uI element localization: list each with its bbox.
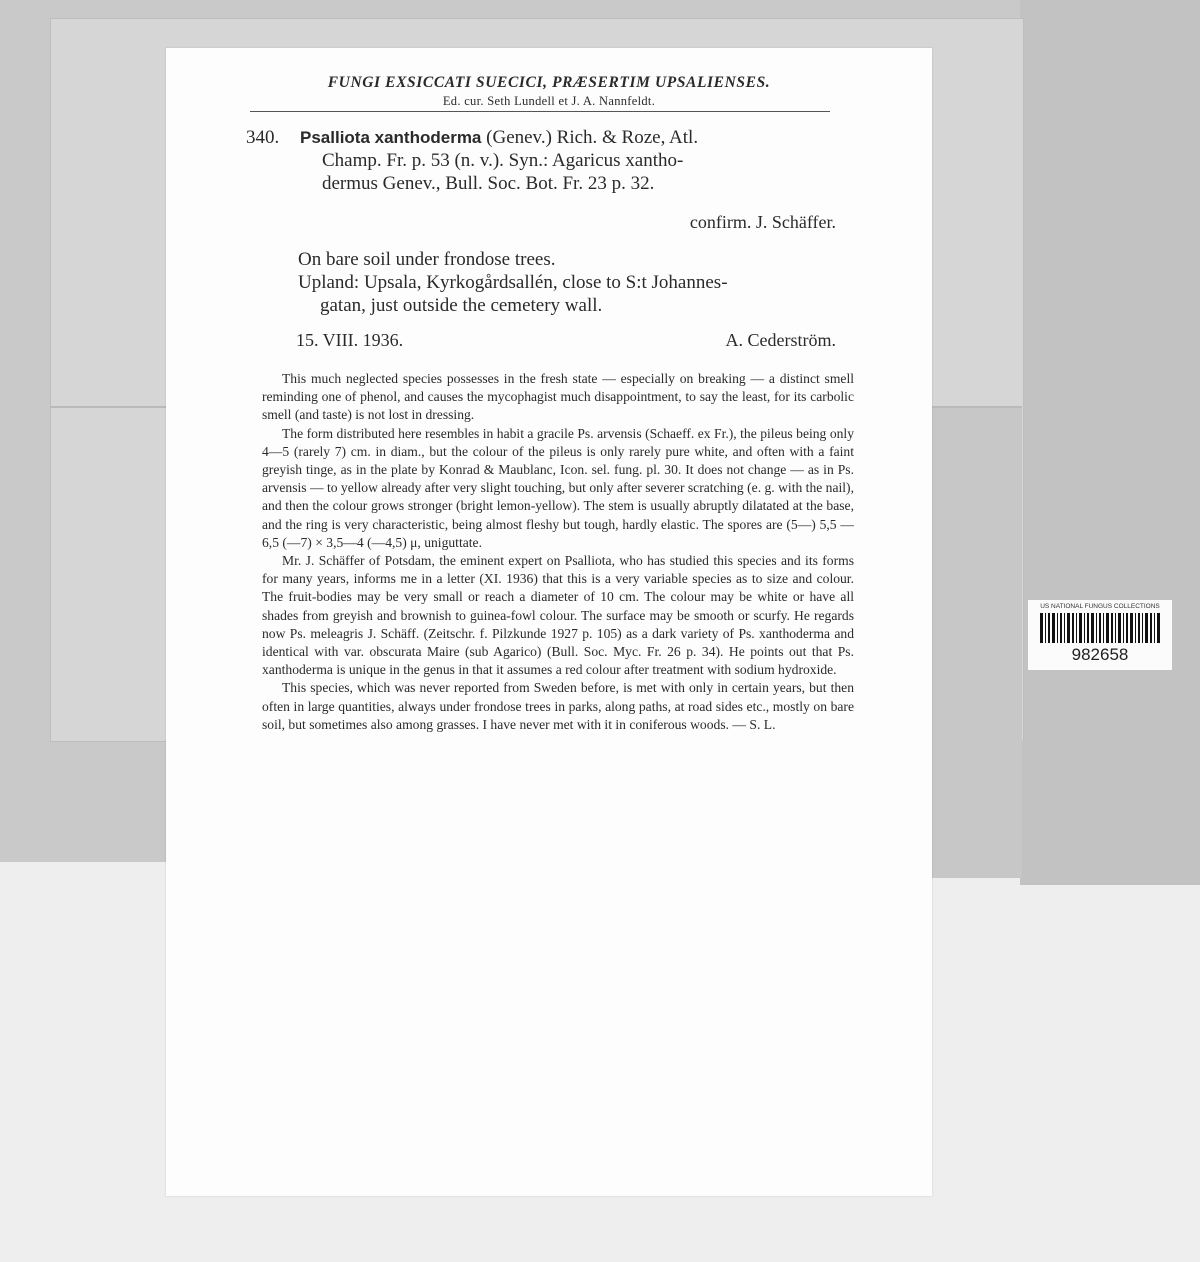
habitat-line-1: On bare soil under frondose trees. (298, 249, 556, 270)
habitat-line-3: gatan, just outside the cemetery wall. (320, 295, 603, 316)
citation-part-2: Champ. Fr. p. 53 (n. v.). Syn.: Agaricus xantho- (322, 150, 684, 171)
habitat-line-2: Upland: Upsala, Kyrkogårdsallén, close to S:t Johannes- (298, 272, 728, 293)
collection-date: 15. VIII. 1936. (296, 330, 404, 350)
date-collector-line (296, 330, 836, 351)
backdrop-right (1020, 0, 1200, 885)
note-paragraph: This much neglected species possesses in the fresh state — especially on breaking — a distinct smell reminding one of phenol, and causes the mycophagist much disappointment, to say the least, for its carbolic smell (and taste) is not lost in dressing. (262, 371, 854, 423)
note-paragraph: Mr. J. Schäffer of Potsdam, the eminent expert on Psalliota, who has studied this species and its forms for many years, informs me in a letter (XI. 1936) that this is a very variable species as to size and colour. The fruit-bodies may be very small or reach a diameter of 10 cm. The colour may be white or have all shades from greyish and brownish to guinea-fowl colour. The surface may be smooth or scurfy. He regards now Ps. meleagris J. Schäff. (Zeitschr. f. Pilzkunde 1927 p. 105) as a dark variety of Ps. xanthoderma and identical with var. obscurata Maire (sub Agarico) (Bull. Soc. Myc. Fr. 26 p. 34). He points out that Ps. xanthoderma is unique in the genus in that it assumes a red colour after treatment with sodium hydroxide. (262, 553, 854, 678)
citation-part-1: (Genev.) Rich. & Roze, Atl. (486, 127, 699, 148)
notes-block (262, 370, 854, 734)
species-name: Psalliota xanthoderma (300, 128, 482, 147)
confirmation: confirm. J. Schäffer. (689, 212, 836, 232)
taxon-line-1 (300, 126, 860, 149)
header-rule (250, 111, 830, 112)
note-paragraph: The form distributed here resembles in habit a gracile Ps. arvensis (Schaeff. ex Fr.), the pileus being only 4—5 (rarely 7) cm. in diam., but the colour of the pileus is only rarely pure white, and often with a faint greyish tinge, as in the plate by Konrad & Maublanc, Icon. sel. fung. pl. 30. It does not change — as in Ps. arvensis — to yellow already after very slight touching, but only after severer scratching (e. g. with the nail), and then the colour grows stronger (bright lemon-yellow). The stem is usually abruptly dilatated at the base, and the ring is very characteristic, being almost fleshy but tough, hardly elastic. The spores are (5—) 5,5 —6,5 (—7) × 3,5—4 (—4,5) μ, uniguttate. (262, 425, 854, 550)
specimen-label (166, 48, 932, 1196)
folder-inner-flap (920, 408, 1022, 878)
editors-line: Ed. cur. Seth Lundell et J. A. Nannfeldt. (442, 94, 656, 108)
barcode-icon (1040, 613, 1160, 643)
citation-part-3: dermus Genev., Bull. Soc. Bot. Fr. 23 p. 32. (322, 173, 655, 194)
exsiccata-number: 340. (246, 127, 280, 148)
barcode-caption: US NATIONAL FUNGUS COLLECTIONS (1040, 603, 1160, 610)
barcode-number: 982658 (1071, 645, 1129, 664)
collector-name: A. Cederström. (725, 330, 836, 350)
series-title: FUNGI EXSICCATI SUECICI, PRÆSERTIM UPSALIENSES. (327, 74, 771, 91)
barcode-label (1028, 600, 1172, 670)
habitat-block (298, 248, 858, 317)
taxon-block (246, 126, 860, 195)
note-paragraph: This species, which was never reported from Sweden before, is met with only in certain years, but then often in large quantities, always under frondose trees in parks, along paths, at road sides etc., mostly on bare soil, but sometimes also among grasses. I have never met with it in coniferous woods. — S. L. (262, 680, 854, 732)
